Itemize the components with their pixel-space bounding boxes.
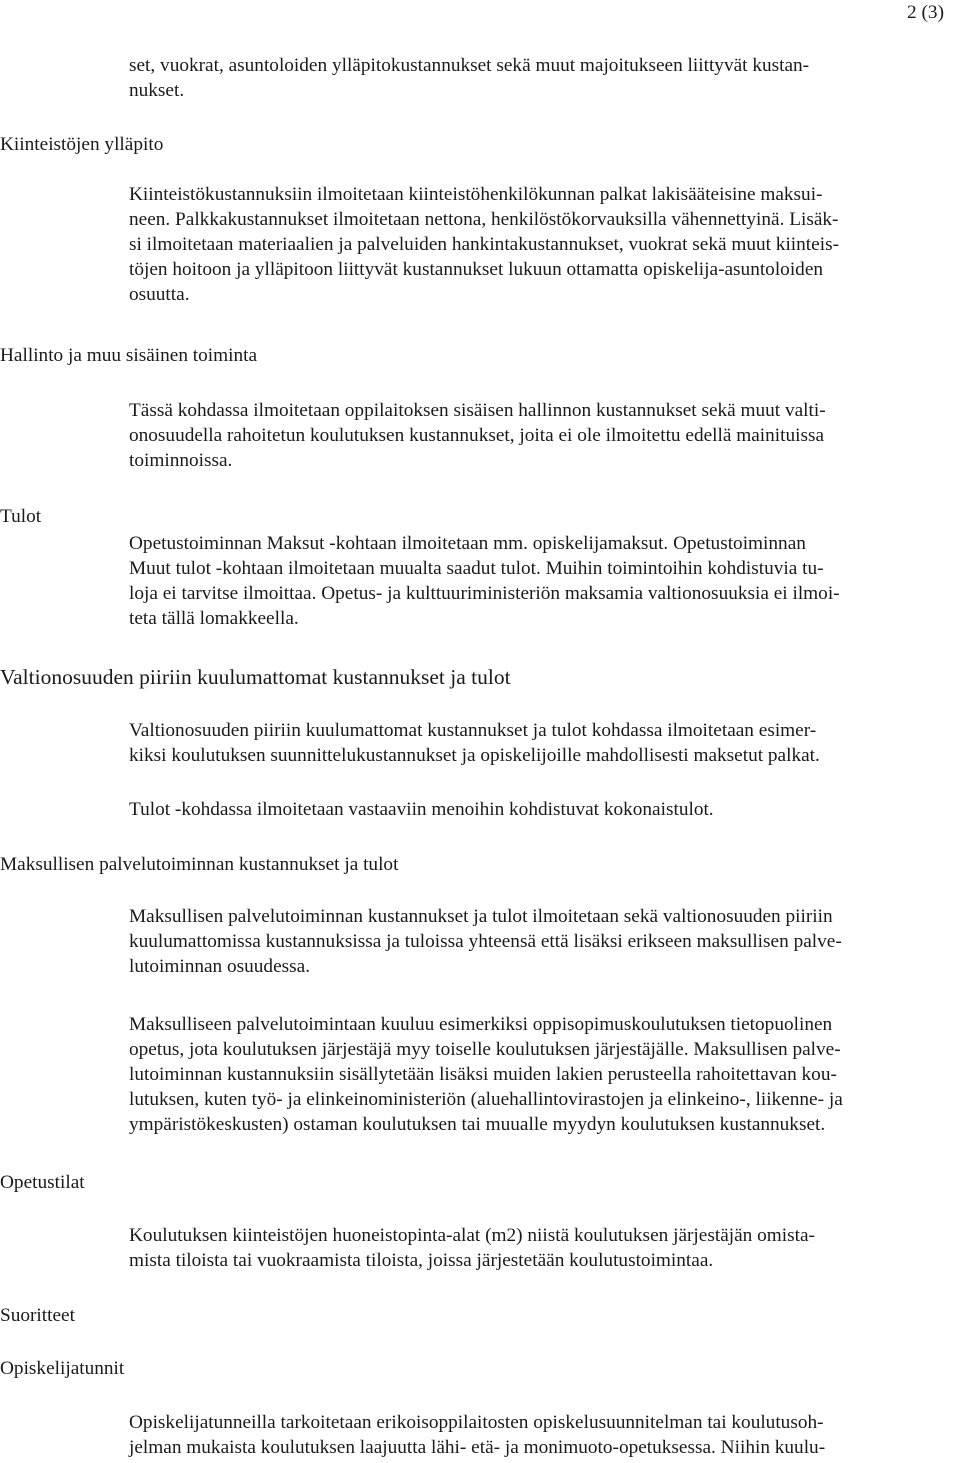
text-line: Valtionosuuden piiriin kuulumattomat kustannukset ja tulot kohdassa ilmoitetaan esimer- [129,720,817,741]
text-line: nukset. [129,80,185,101]
text-line: kiksi koulutuksen suunnittelukustannukset ja opiskelijoille mahdollisesti maksetut palkat. [129,745,820,766]
text-line: lutoiminnan osuudessa. [129,956,311,977]
text-line: ympäristökeskusten) ostaman koulutuksen tai muualle myydyn koulutuksen kustannukset. [129,1114,826,1135]
text-line: toiminnoissa. [129,450,233,471]
heading-suoritteet: Suoritteet [0,1305,75,1326]
text-line: Opetustoiminnan Maksut -kohtaan ilmoitetaan mm. opiskelijamaksut. Opetustoiminnan [129,533,806,554]
heading-tulot: Tulot [0,506,42,527]
text-line: onosuudella rahoitetun koulutuksen kustannukset, joita ei ole ilmoitettu edellä mainituissa [129,425,825,446]
text-line: teta tällä lomakkeella. [129,608,299,629]
text-line: Opiskelijatunneilla tarkoitetaan erikoisoppilaitosten opiskelusuunnitelman tai koulutusoh- [129,1412,824,1433]
heading-hallinto: Hallinto ja muu sisäinen toiminta [0,345,258,366]
section-heading-valtionosuuden: Valtionosuuden piiriin kuulumattomat kustannukset ja tulot [0,665,511,689]
text-line: töjen hoitoon ja ylläpitoon liittyvät kustannukset lukuun ottamatta opiskelija-asuntoloiden [129,259,824,280]
text-line: Tässä kohdassa ilmoitetaan oppilaitoksen sisäisen hallinnon kustannukset sekä muut valti- [129,400,826,421]
text-line: set, vuokrat, asuntoloiden ylläpitokustannukset sekä muut majoitukseen liittyvät kustan- [129,55,810,76]
heading-maksullisen: Maksullisen palvelutoiminnan kustannukset ja tulot [0,854,399,875]
text-line: opetus, jota koulutuksen järjestäjä myy toiselle koulutuksen järjestäjälle. Maksullisen palve- [129,1039,841,1060]
text-line: Muut tulot -kohtaan ilmoitetaan muualta saadut tulot. Muihin toimintoihin kohdistuvia tu- [129,558,824,579]
heading-opiskelijatunnit: Opiskelijatunnit [0,1358,125,1379]
text-line: neen. Palkkakustannukset ilmoitetaan nettona, henkilöstökorvauksilla vähennettyinä. Lisäk- [129,209,839,230]
text-line: lutuksen, kuten työ- ja elinkeinoministeriön (aluehallintovirastojen ja elinkeino-, liikenne- ja [129,1089,843,1110]
page-number: 2 (3) [907,2,944,23]
heading-kiinteistojen-yllapito: Kiinteistöjen ylläpito [0,134,164,155]
text-line: Kiinteistökustannuksiin ilmoitetaan kiinteistöhenkilökunnan palkat lakisääteisine maksui- [129,184,823,205]
text-line: loja ei tarvitse ilmoittaa. Opetus- ja kulttuuriministeriön maksamia valtionosuuksia ei ilmoi- [129,583,840,604]
text-line: Koulutuksen kiinteistöjen huoneistopinta-alat (m2) niistä koulutuksen järjestäjän omista- [129,1225,815,1246]
text-line: si ilmoitetaan materiaalien ja palveluiden hankintakustannukset, vuokrat sekä muut kiinteis- [129,234,839,255]
text-line: mista tiloista tai vuokraamista tiloista, joissa järjestetään koulutustoimintaa. [129,1250,714,1271]
text-line: kuulumattomissa kustannuksissa ja tuloissa yhteensä että lisäksi erikseen maksullisen palve- [129,931,842,952]
text-line: Maksulliseen palvelutoimintaan kuuluu esimerkiksi oppisopimuskoulutuksen tietopuolinen [129,1014,833,1035]
text-line: jelman mukaista koulutuksen laajuutta lähi- etä- ja monimuoto-opetuksessa. Niihin kuulu- [129,1437,826,1458]
heading-opetustilat: Opetustilat [0,1172,85,1193]
text-line: Tulot -kohdassa ilmoitetaan vastaaviin menoihin kohdistuvat kokonaistulot. [129,799,714,820]
text-line: lutoiminnan kustannuksiin sisällytetään lisäksi muiden lakien perusteella rahoitettavan kou- [129,1064,837,1085]
text-line: Maksullisen palvelutoiminnan kustannukset ja tulot ilmoitetaan sekä valtionosuuden piiriin [129,906,833,927]
text-line: osuutta. [129,284,190,305]
